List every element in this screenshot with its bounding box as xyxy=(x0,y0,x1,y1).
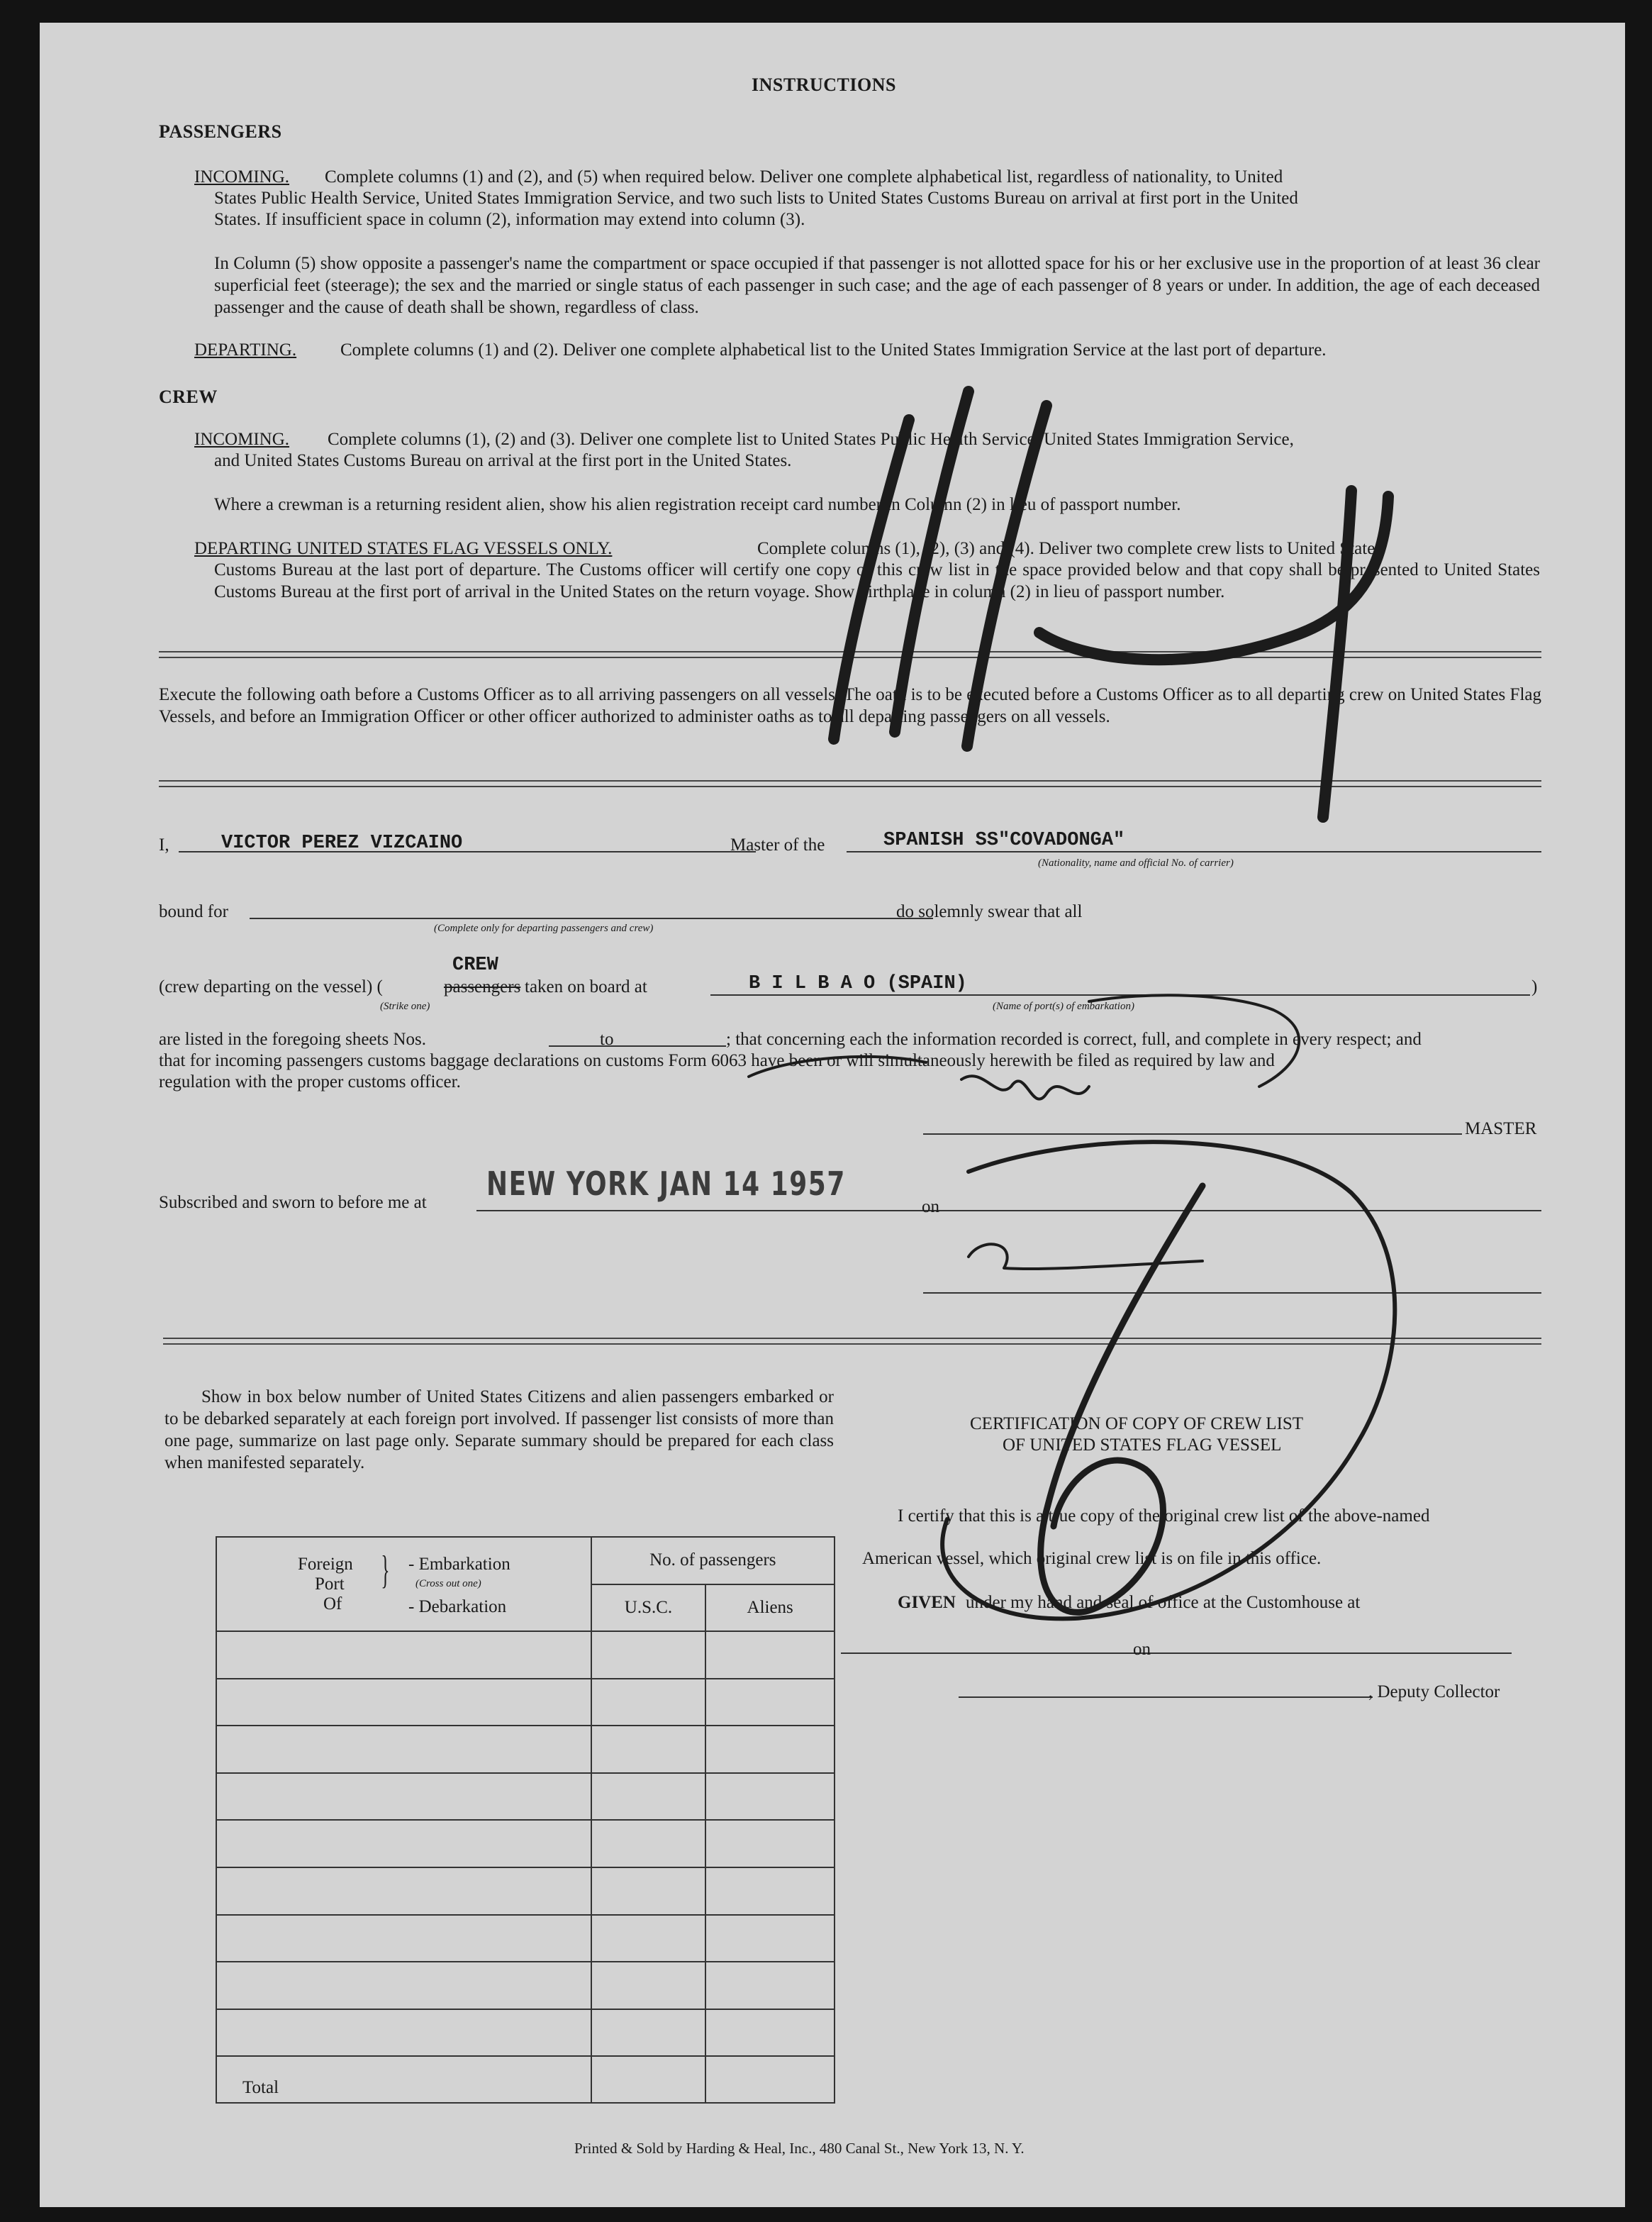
struck-passengers: passengers xyxy=(444,977,521,996)
crew-incoming-text-2: and United States Customs Bureau on arrival at the first port in the United States. xyxy=(214,451,792,470)
aliens-cell[interactable] xyxy=(705,1631,835,1679)
crew-incoming-text-1: Complete columns (1), (2) and (3). Deliver one complete list to United States Public Health Service, United States Immigration Service, xyxy=(328,430,1294,449)
table-row xyxy=(216,1867,835,1915)
port-cell[interactable] xyxy=(216,1726,591,1773)
listed-text-4: regulation with the proper customs officer. xyxy=(159,1072,461,1091)
port-cell[interactable] xyxy=(216,1820,591,1867)
vessel-caption: (Nationality, name and official No. of carrier) xyxy=(1038,857,1234,869)
sheet-to-line xyxy=(620,1045,726,1047)
certify-text: I certify that this is a true copy of the original crew list of the above-named xyxy=(898,1506,1430,1526)
listed-text-2: ; that concerning each the information recorded is correct, full, and complete in every respect; and xyxy=(726,1030,1422,1049)
divider xyxy=(163,1338,1541,1339)
port-name: B I L B A O (SPAIN) xyxy=(749,973,967,994)
deputy-collector-label: , Deputy Collector xyxy=(1368,1682,1500,1701)
oath-instructions: Execute the following oath before a Customs Officer as to all arriving passengers on all vessels. The oath is to be executed before a Customs Officer as to all departing crew on United States Flag Vessels, and before an Immigration Officer or other officer authorized to administer oaths as to all departing passengers on all vessels. xyxy=(159,685,1541,726)
passengers-incoming-label: INCOMING. xyxy=(194,167,290,187)
master-signature-line xyxy=(923,1133,1462,1135)
close-paren: ) xyxy=(1531,977,1538,996)
brace-glyph: } xyxy=(381,1548,390,1592)
aliens-cell[interactable] xyxy=(705,2009,835,2057)
usc-header: U.S.C. xyxy=(591,1584,706,1632)
table-row xyxy=(216,1631,835,1679)
crew-departing-text-2: Customs Bureau at the last port of departure. The Customs officer will certify one copy of this crew list in the space provided below and that copy shall be presented to United States Customs Bureau at the first port of arrival in the United States on the return voyage. Show birthplace in column (2) in lieu of passport number. xyxy=(214,560,1540,601)
aliens-cell[interactable] xyxy=(705,1679,835,1726)
passengers-incoming-text-1: Complete columns (1) and (2), and (5) when required below. Deliver one complete alphabetical list, regardless of nationality, to United xyxy=(325,167,1283,187)
table-row xyxy=(216,1679,835,1726)
table-row xyxy=(216,1915,835,1962)
port-cell[interactable] xyxy=(216,1915,591,1962)
crew-resident-text: Where a crewman is a returning resident alien, show his alien registration receipt card number in Column (2) in lieu of passport number. xyxy=(214,495,1181,514)
table-row xyxy=(216,1726,835,1773)
crew-incoming-label: INCOMING. xyxy=(194,430,290,449)
officer-signature-line xyxy=(923,1292,1541,1294)
table-row xyxy=(216,2009,835,2057)
bound-for-caption: (Complete only for departing passengers and crew) xyxy=(434,923,654,934)
passengers-column5-text: In Column (5) show opposite a passenger's name the compartment or space occupied if that passenger is not allotted space for his or her exclusive use in the proportion of at least 36 clear superficial feet (steerage); the sex and the married or single status of each passenger in such case; and the age of each passenger of 8 years or under. In addition, the age of each deceased passenger and the cause of death shall be shown, regardless of class. xyxy=(214,254,1540,317)
master-of-the-label: Master of the xyxy=(730,835,825,855)
aliens-header: Aliens xyxy=(705,1584,835,1632)
table-row xyxy=(216,1773,835,1821)
crew-heading: CREW xyxy=(159,387,218,407)
listed-to: to xyxy=(600,1030,614,1049)
header-foreign: Foreign xyxy=(298,1554,353,1574)
port-cell[interactable] xyxy=(216,1962,591,2009)
usc-cell[interactable] xyxy=(591,1867,706,1915)
divider xyxy=(163,1343,1541,1345)
bound-for-line xyxy=(250,918,933,919)
header-of: Of xyxy=(323,1594,342,1613)
usc-cell[interactable] xyxy=(591,1773,706,1821)
crew-departing-text-1: Complete columns (1), (2), (3) and (4). Deliver two complete crew lists to United States xyxy=(757,539,1383,558)
given-text: under my hand and seal of office at the Customhouse at xyxy=(966,1593,1361,1612)
taken-on-board-label: taken on board at xyxy=(525,977,647,996)
header-port: Port xyxy=(315,1574,345,1594)
certification-title-2: OF UNITED STATES FLAG VESSEL xyxy=(1003,1435,1282,1455)
sworn-place-line xyxy=(476,1210,1541,1211)
date-stamp: NEW YORK JAN 14 1957 xyxy=(486,1165,846,1203)
i-prefix: I, xyxy=(159,835,169,855)
aliens-cell[interactable] xyxy=(705,1867,835,1915)
divider xyxy=(159,651,1541,652)
subscribed-label: Subscribed and sworn to before me at xyxy=(159,1193,427,1212)
header-embarkation: - Embarkation xyxy=(408,1554,510,1574)
listed-text-3: that for incoming passengers customs baggage declarations on customs Form 6063 have been or will simultaneously herewith be filed as required by law and xyxy=(159,1051,1275,1070)
divider xyxy=(159,657,1541,658)
aliens-cell[interactable] xyxy=(705,1820,835,1867)
usc-total-cell[interactable] xyxy=(591,2056,706,2103)
total-label: Total xyxy=(216,2056,591,2103)
crew-departing-label: DEPARTING UNITED STATES FLAG VESSELS ONLY. xyxy=(194,539,613,558)
swear-text: do solemnly swear that all xyxy=(896,902,1083,921)
handwritten-number-1114 xyxy=(834,391,1388,817)
aliens-cell[interactable] xyxy=(705,1773,835,1821)
usc-cell[interactable] xyxy=(591,1679,706,1726)
port-header-cell xyxy=(216,1537,591,1631)
american-vessel-text: American vessel, which original crew list is on file in this office. xyxy=(862,1549,1322,1568)
passengers-departing-label: DEPARTING. xyxy=(194,340,297,360)
strike-caption: (Strike one) xyxy=(380,1001,430,1012)
port-cell[interactable] xyxy=(216,1867,591,1915)
port-cell[interactable] xyxy=(216,1631,591,1679)
passengers-heading: PASSENGERS xyxy=(159,121,282,142)
passenger-summary-table xyxy=(216,1536,835,2104)
crew-departing-label: (crew departing on the vessel) ( xyxy=(159,977,383,996)
master-name: VICTOR PEREZ VIZCAINO xyxy=(221,833,463,854)
printer-footer: Printed & Sold by Harding & Heal, Inc., 480 Canal St., New York 13, N. Y. xyxy=(574,2140,1025,2157)
header-cross-out: (Cross out one) xyxy=(415,1577,481,1589)
sworn-on-label: on xyxy=(922,1197,939,1216)
port-cell[interactable] xyxy=(216,2009,591,2057)
passengers-incoming-text-3: States. If insufficient space in column (2), information may extend into column (3). xyxy=(214,210,805,229)
vessel-name: SPANISH SS"COVADONGA" xyxy=(883,830,1125,851)
aliens-cell[interactable] xyxy=(705,1915,835,1962)
usc-cell[interactable] xyxy=(591,1631,706,1679)
aliens-total-cell[interactable] xyxy=(705,2056,835,2103)
port-cell[interactable] xyxy=(216,1773,591,1821)
table-total-row xyxy=(216,2056,835,2103)
deputy-signature-line xyxy=(959,1696,1373,1698)
usc-cell[interactable] xyxy=(591,1962,706,2009)
typed-crew: CREW xyxy=(452,955,498,976)
instructions-title: INSTRUCTIONS xyxy=(752,74,896,95)
paper-sheet xyxy=(40,23,1625,2207)
table-row xyxy=(216,1962,835,2009)
usc-cell[interactable] xyxy=(591,2009,706,2057)
given-label: GIVEN xyxy=(898,1593,956,1612)
table-row xyxy=(216,1820,835,1867)
bound-for-label: bound for xyxy=(159,902,228,921)
port-caption: (Name of port(s) of embarkation) xyxy=(993,1001,1134,1012)
certification-title-1: CERTIFICATION OF COPY OF CREW LIST xyxy=(970,1414,1304,1433)
aliens-cell[interactable] xyxy=(705,1726,835,1773)
divider xyxy=(159,786,1541,787)
header-debarkation: - Debarkation xyxy=(408,1596,507,1616)
customhouse-line xyxy=(841,1652,1512,1654)
listed-text-1: are listed in the foregoing sheets Nos. xyxy=(159,1030,426,1049)
no-of-passengers-header: No. of passengers xyxy=(591,1537,835,1584)
port-cell[interactable] xyxy=(216,1679,591,1726)
usc-cell[interactable] xyxy=(591,1915,706,1962)
aliens-cell[interactable] xyxy=(705,1962,835,2009)
usc-cell[interactable] xyxy=(591,1820,706,1867)
certification-on: on xyxy=(1133,1640,1151,1659)
passengers-departing-text: Complete columns (1) and (2). Deliver one complete alphabetical list to the United States Immigration Service at the last port of departure. xyxy=(340,340,1327,360)
summary-instructions: Show in box below number of United States Citizens and alien passengers embarked or to be debarked separately at each foreign port involved. If passenger list consists of more than one page, summarize on last page only. Separate summary should be prepared for each class when manifested separately. xyxy=(164,1387,834,1472)
master-label: MASTER xyxy=(1465,1119,1537,1138)
divider xyxy=(159,780,1541,782)
passengers-incoming-text-2: States Public Health Service, United States Immigration Service, and two such lists to United States Customs Bureau on arrival at first port in the United xyxy=(214,189,1298,208)
usc-cell[interactable] xyxy=(591,1726,706,1773)
